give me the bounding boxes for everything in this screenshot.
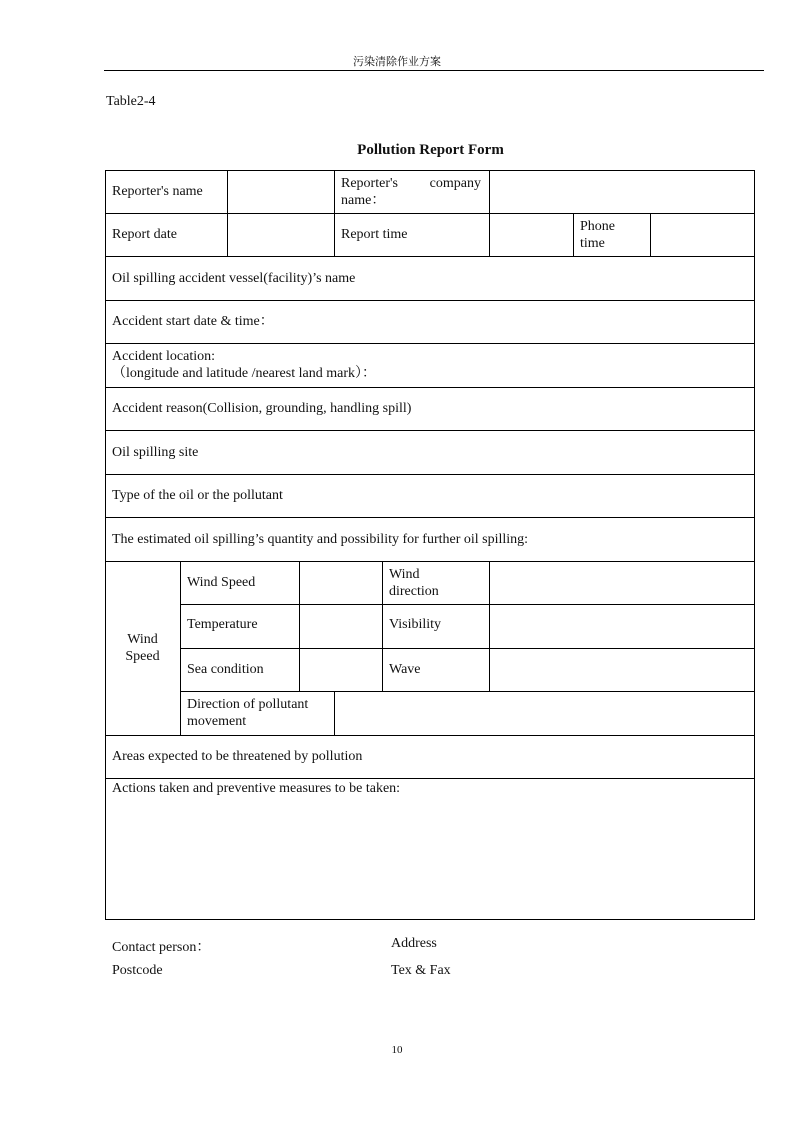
table-label: Table2-4 xyxy=(106,94,156,109)
oil-spilling-site-field[interactable]: Oil spilling site xyxy=(112,444,199,460)
report-date-label: Report date xyxy=(112,227,177,242)
sea-condition-label: Sea condition xyxy=(187,662,264,677)
reporter-name-field[interactable] xyxy=(227,170,334,213)
pollutant-direction-label-line: Direction of pollutant xyxy=(187,697,309,712)
estimated-quantity-field[interactable]: The estimated oil spilling’s quantity and possibility for further oil spilling: xyxy=(112,531,529,547)
pollutant-direction-field[interactable] xyxy=(334,691,755,735)
tel-fax-label: Tex & Fax xyxy=(391,963,451,978)
location-label-line: Accident location: xyxy=(112,349,216,364)
wind-direction-label-line: direction xyxy=(389,583,439,599)
accident-location-field[interactable] xyxy=(105,343,755,387)
accident-reason-field[interactable]: Accident reason(Collision, grounding, handling spill) xyxy=(112,401,412,416)
wind-direction-label xyxy=(382,561,489,604)
oil-type-field[interactable]: Type of the oil or the pollutant xyxy=(112,488,283,503)
reporter-name-label: Reporter's name xyxy=(112,184,203,199)
phone-time-field[interactable] xyxy=(650,213,755,256)
address-label: Address xyxy=(391,936,437,951)
phone-time-label-part: time xyxy=(580,235,605,251)
weather-group-label-line: Speed xyxy=(125,649,160,664)
phone-time-label-part: Phone xyxy=(580,218,615,234)
accident-start-datetime-field[interactable]: Accident start date & time： xyxy=(112,314,274,329)
company-name-label-part: name： xyxy=(341,192,386,208)
visibility-label: Visibility xyxy=(389,617,442,632)
temperature-field[interactable] xyxy=(299,604,382,648)
location-label-line: （longitude and latitude /nearest land mark）： xyxy=(112,366,376,381)
weather-group-label xyxy=(105,561,180,735)
pollution-report-form xyxy=(105,170,755,920)
form-title: Pollution Report Form xyxy=(357,142,504,158)
company-name-label xyxy=(334,170,489,213)
page-header: 污染清除作业方案 xyxy=(353,55,441,68)
weather-group-label-line: Wind xyxy=(127,632,158,647)
company-name-field[interactable] xyxy=(489,170,755,213)
company-name-label-part: company xyxy=(429,175,481,191)
pollutant-direction-label-line: movement xyxy=(187,714,247,729)
sea-condition-field[interactable] xyxy=(299,648,382,691)
temperature-label: Temperature xyxy=(187,617,258,632)
vessel-name-field[interactable]: Oil spilling accident vessel(facility)’s name xyxy=(112,270,356,286)
wind-direction-field[interactable] xyxy=(489,561,755,604)
contact-person-label: Contact person： xyxy=(112,940,211,955)
threatened-areas-field[interactable]: Areas expected to be threatened by pollution xyxy=(112,749,363,764)
page-number: 10 xyxy=(391,1044,403,1056)
report-time-label: Report time xyxy=(341,227,408,242)
report-time-field[interactable] xyxy=(489,213,573,256)
wave-field[interactable] xyxy=(489,648,755,691)
header-rule xyxy=(104,70,764,71)
wind-speed-label: Wind Speed xyxy=(187,575,256,590)
postcode-label: Postcode xyxy=(112,963,163,978)
pollutant-direction-label xyxy=(180,691,334,735)
wave-label: Wave xyxy=(389,662,421,677)
wind-speed-field[interactable] xyxy=(299,561,382,604)
wind-direction-label-line: Wind xyxy=(389,566,420,582)
report-date-field[interactable] xyxy=(227,213,334,256)
form-border-bottom xyxy=(105,919,755,920)
visibility-field[interactable] xyxy=(489,604,755,648)
company-name-label-part: Reporter's xyxy=(341,175,398,191)
actions-taken-field[interactable]: Actions taken and preventive measures to be taken: xyxy=(112,781,401,796)
phone-time-label xyxy=(573,213,650,256)
